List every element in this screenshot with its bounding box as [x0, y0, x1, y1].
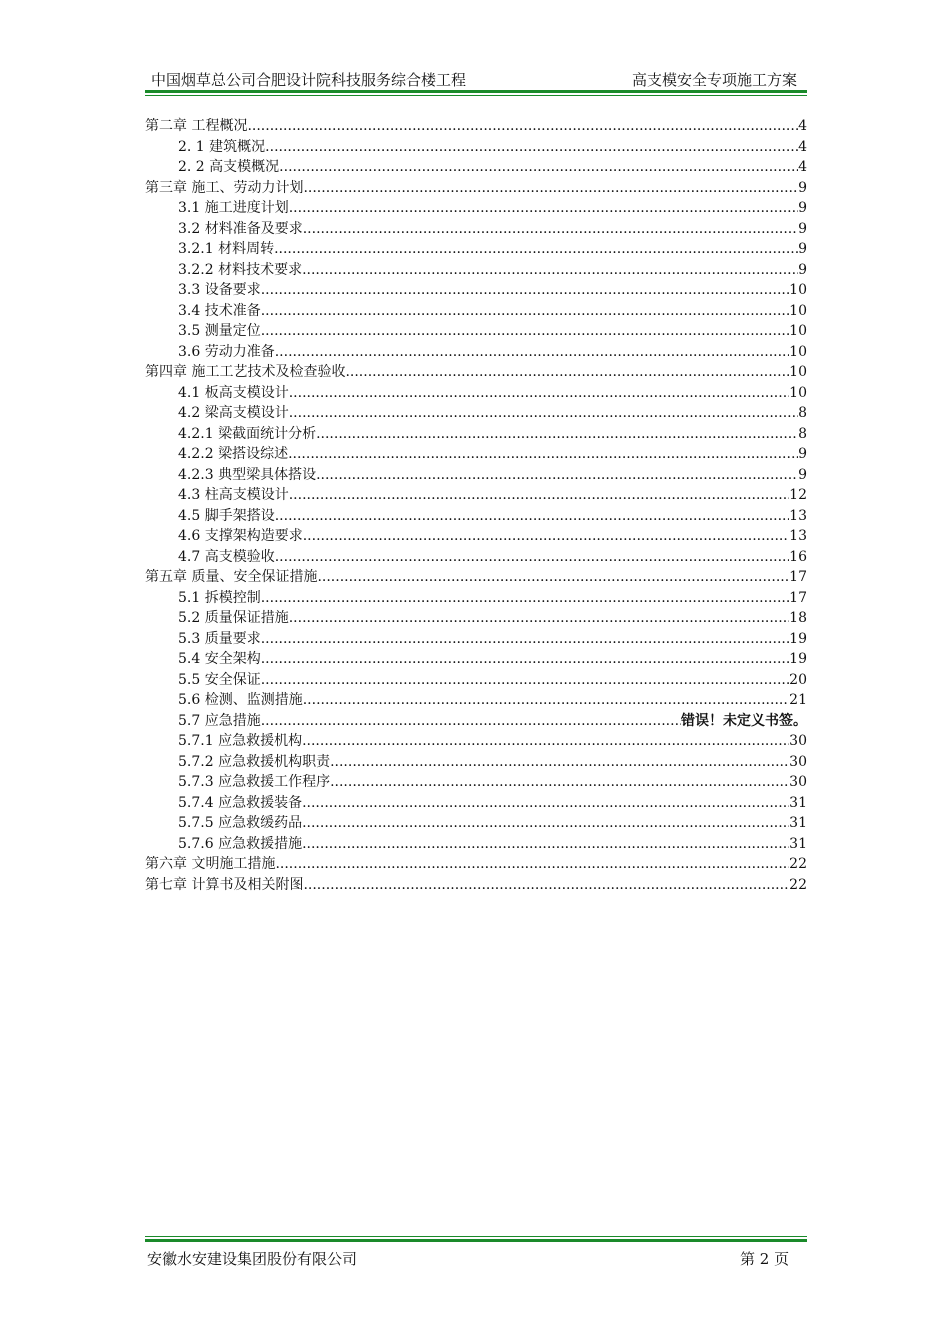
toc-leader-dots: [247, 116, 798, 137]
toc-entry-label: 3.2 材料准备及要求: [178, 220, 303, 237]
toc-leader-dots: [317, 567, 789, 588]
toc-leader-dots: [261, 649, 789, 670]
toc-entry[interactable]: [145, 219, 807, 240]
toc-leader-dots: [275, 854, 789, 875]
toc-entry-page: 10: [789, 282, 807, 298]
toc-entry-label: 3.3 设备要求: [178, 282, 261, 298]
toc-entry-label: 4.5 脚手架搭设: [178, 507, 275, 524]
toc-entry[interactable]: [145, 403, 807, 424]
toc-entry-label: 5.4 安全架构: [178, 651, 261, 667]
toc-entry-page: 22: [789, 856, 807, 872]
toc-entry[interactable]: [145, 875, 807, 896]
toc-entry-label: 4.6 支撑架构造要求: [178, 528, 303, 544]
toc-entry[interactable]: [145, 608, 807, 629]
toc-entry-page: 31: [789, 815, 807, 831]
toc-entry-page: 9: [798, 446, 807, 462]
toc-entry-page: 30: [789, 753, 807, 770]
toc-entry[interactable]: [145, 813, 807, 834]
toc-entry-page: 4: [798, 118, 807, 134]
footer-page-number: 第 2 页: [740, 1250, 790, 1268]
toc-entry[interactable]: [145, 260, 807, 281]
toc-entry-page: 20: [789, 671, 807, 688]
toc-leader-dots: [330, 772, 789, 793]
toc-entry-label: 5.1 拆模控制: [178, 589, 261, 606]
toc-leader-dots: [345, 362, 789, 383]
toc-leader-dots: [288, 444, 798, 465]
toc-leader-dots: [261, 629, 789, 650]
toc-entry[interactable]: [145, 485, 807, 506]
toc-entry-page: 9: [798, 200, 807, 216]
table-of-contents: [145, 116, 807, 895]
toc-entry-page: 4: [798, 159, 807, 175]
toc-entry[interactable]: [145, 793, 807, 814]
toc-leader-dots: [302, 793, 789, 814]
toc-entry[interactable]: [145, 629, 807, 650]
toc-entry-label: 5.7.4 应急救援装备: [178, 794, 303, 811]
toc-leader-dots: [275, 547, 789, 568]
toc-entry-label: 2. 2 高支模概况: [178, 159, 280, 175]
toc-entry-label: 5.7.1 应急救援机构: [178, 733, 303, 749]
toc-entry-page: 18: [789, 610, 807, 626]
toc-entry[interactable]: [145, 116, 807, 137]
toc-entry-label: 4.3 柱高支模设计: [178, 487, 289, 503]
toc-entry-page: 10: [789, 343, 807, 360]
toc-entry-label: 4.2.1 梁截面统计分析: [178, 425, 317, 442]
toc-entry-label: 第六章 文明施工措施: [145, 856, 276, 872]
toc-entry[interactable]: [145, 752, 807, 773]
toc-entry-page: 8: [798, 425, 807, 442]
toc-entry-page: 22: [789, 876, 807, 893]
toc-leader-dots: [302, 731, 789, 752]
toc-entry-page: 12: [789, 487, 807, 503]
toc-entry-label: 5.5 安全保证: [178, 671, 261, 688]
toc-entry[interactable]: [145, 731, 807, 752]
toc-entry[interactable]: [145, 854, 807, 875]
toc-entry-page: 10: [789, 302, 807, 319]
toc-entry-page: 30: [789, 774, 807, 790]
toc-entry-label: 3.6 劳动力准备: [178, 343, 275, 360]
toc-entry-page: 19: [789, 651, 807, 667]
toc-entry-label: 3.5 测量定位: [178, 323, 261, 339]
toc-entry-label: 4.7 高支模验收: [178, 548, 275, 565]
toc-entry[interactable]: [145, 834, 807, 855]
toc-leader-dots: [289, 485, 789, 506]
header-rule-thick: [145, 90, 807, 93]
toc-entry[interactable]: [145, 280, 807, 301]
toc-entry-label: 第五章 质量、安全保证措施: [145, 569, 318, 585]
toc-entry[interactable]: [145, 342, 807, 363]
toc-leader-dots: [261, 301, 789, 322]
toc-entry[interactable]: [145, 424, 807, 445]
toc-entry-page: 9: [798, 241, 807, 257]
toc-leader-dots: [302, 834, 789, 855]
toc-entry[interactable]: [145, 301, 807, 322]
toc-leader-dots: [275, 342, 789, 363]
toc-entry-page: 30: [789, 733, 807, 749]
toc-entry[interactable]: [145, 157, 807, 178]
toc-entry-label: 5.7.2 应急救援机构职责: [178, 753, 331, 770]
toc-entry-label: 5.7.6 应急救援措施: [178, 835, 303, 852]
toc-leader-dots: [261, 280, 789, 301]
toc-entry[interactable]: [145, 362, 807, 383]
toc-entry-page: 9: [798, 261, 807, 278]
toc-leader-dots: [261, 711, 681, 732]
toc-entry[interactable]: [145, 547, 807, 568]
toc-entry-page: 9: [798, 179, 807, 196]
toc-entry-label: 第三章 施工、劳动力计划: [145, 179, 304, 196]
header-project-title: 中国烟草总公司合肥设计院科技服务综合楼工程: [151, 71, 467, 89]
toc-leader-dots: [303, 526, 789, 547]
toc-leader-dots: [289, 608, 789, 629]
toc-entry-page: 19: [789, 630, 807, 647]
toc-entry-label: 3.1 施工进度计划: [178, 200, 289, 216]
toc-entry-page: 31: [789, 794, 807, 811]
toc-leader-dots: [303, 690, 789, 711]
toc-entry-page: 10: [789, 384, 807, 401]
toc-entry-page: 17: [789, 569, 807, 585]
toc-entry[interactable]: [145, 444, 807, 465]
toc-entry-page: 13: [789, 507, 807, 524]
toc-entry-label: 3.2.1 材料周转: [178, 241, 275, 257]
toc-entry-page: 31: [789, 835, 807, 852]
toc-entry-page: 21: [789, 692, 807, 708]
toc-entry-label: 3.4 技术准备: [178, 302, 261, 319]
toc-entry-page: 17: [789, 589, 807, 606]
toc-leader-dots: [316, 465, 798, 486]
header-document-title: 高支模安全专项施工方案: [631, 71, 797, 89]
toc-entry-page: 10: [789, 364, 807, 380]
toc-leader-dots: [330, 752, 789, 773]
toc-entry-label: 4.2.2 梁搭设综述: [178, 446, 289, 462]
toc-entry-page: 9: [798, 466, 807, 483]
toc-entry-label: 4.1 板高支模设计: [178, 384, 289, 401]
header-rule-thin: [145, 95, 807, 96]
toc-entry-page: 4: [798, 138, 807, 155]
toc-leader-dots: [289, 383, 789, 404]
toc-entry[interactable]: [145, 711, 807, 732]
toc-leader-dots: [302, 813, 789, 834]
footer-rule-thick: [145, 1239, 807, 1242]
toc-leader-dots: [303, 219, 798, 240]
toc-entry-label: 5.7.5 应急救缓药品: [178, 815, 303, 831]
toc-entry-label: 4.2.3 典型梁具体搭设: [178, 466, 317, 483]
toc-entry[interactable]: [145, 588, 807, 609]
footer-company: 安徽水安建设集团股份有限公司: [147, 1250, 358, 1268]
toc-entry-label: 5.2 质量保证措施: [178, 610, 289, 626]
toc-entry[interactable]: [145, 649, 807, 670]
toc-entry-label: 第二章 工程概况: [145, 118, 248, 134]
toc-entry-label: 第七章 计算书及相关附图: [145, 876, 304, 893]
toc-entry[interactable]: [145, 506, 807, 527]
toc-entry-page: 8: [798, 405, 807, 421]
toc-entry-label: 4.2 梁高支模设计: [178, 405, 289, 421]
toc-entry-label: 2. 1 建筑概况: [178, 138, 266, 155]
toc-entry-label: 5.6 检测、监测措施: [178, 692, 303, 708]
toc-entry[interactable]: [145, 567, 807, 588]
toc-entry-label: 第四章 施工工艺技术及检查验收: [145, 364, 346, 380]
toc-entry-page: 错误！未定义书签。: [681, 712, 807, 729]
toc-leader-dots: [279, 157, 798, 178]
toc-entry[interactable]: [145, 526, 807, 547]
toc-leader-dots: [261, 321, 789, 342]
toc-leader-dots: [275, 506, 789, 527]
toc-entry-page: 10: [789, 323, 807, 339]
toc-entry[interactable]: [145, 690, 807, 711]
toc-entry[interactable]: [145, 198, 807, 219]
toc-entry-label: 3.2.2 材料技术要求: [178, 261, 303, 278]
toc-entry[interactable]: [145, 239, 807, 260]
toc-entry-label: 5.7.3 应急救援工作程序: [178, 774, 331, 790]
toc-entry[interactable]: [145, 465, 807, 486]
toc-entry-label: 5.7 应急措施: [178, 712, 261, 729]
toc-leader-dots: [261, 588, 789, 609]
toc-leader-dots: [303, 875, 789, 896]
toc-entry[interactable]: [145, 772, 807, 793]
toc-entry-label: 5.3 质量要求: [178, 630, 261, 647]
toc-leader-dots: [274, 239, 798, 260]
footer-rule-thin: [145, 1236, 807, 1237]
toc-entry-page: 13: [789, 528, 807, 544]
toc-leader-dots: [289, 198, 798, 219]
toc-entry-page: 9: [798, 220, 807, 237]
toc-entry[interactable]: [145, 670, 807, 691]
toc-leader-dots: [303, 178, 798, 199]
toc-entry[interactable]: [145, 178, 807, 199]
toc-leader-dots: [316, 424, 798, 445]
toc-leader-dots: [302, 260, 798, 281]
toc-leader-dots: [261, 670, 789, 691]
toc-leader-dots: [289, 403, 798, 424]
toc-entry[interactable]: [145, 137, 807, 158]
toc-entry[interactable]: [145, 321, 807, 342]
toc-leader-dots: [265, 137, 798, 158]
toc-entry[interactable]: [145, 383, 807, 404]
toc-entry-page: 16: [789, 548, 807, 565]
